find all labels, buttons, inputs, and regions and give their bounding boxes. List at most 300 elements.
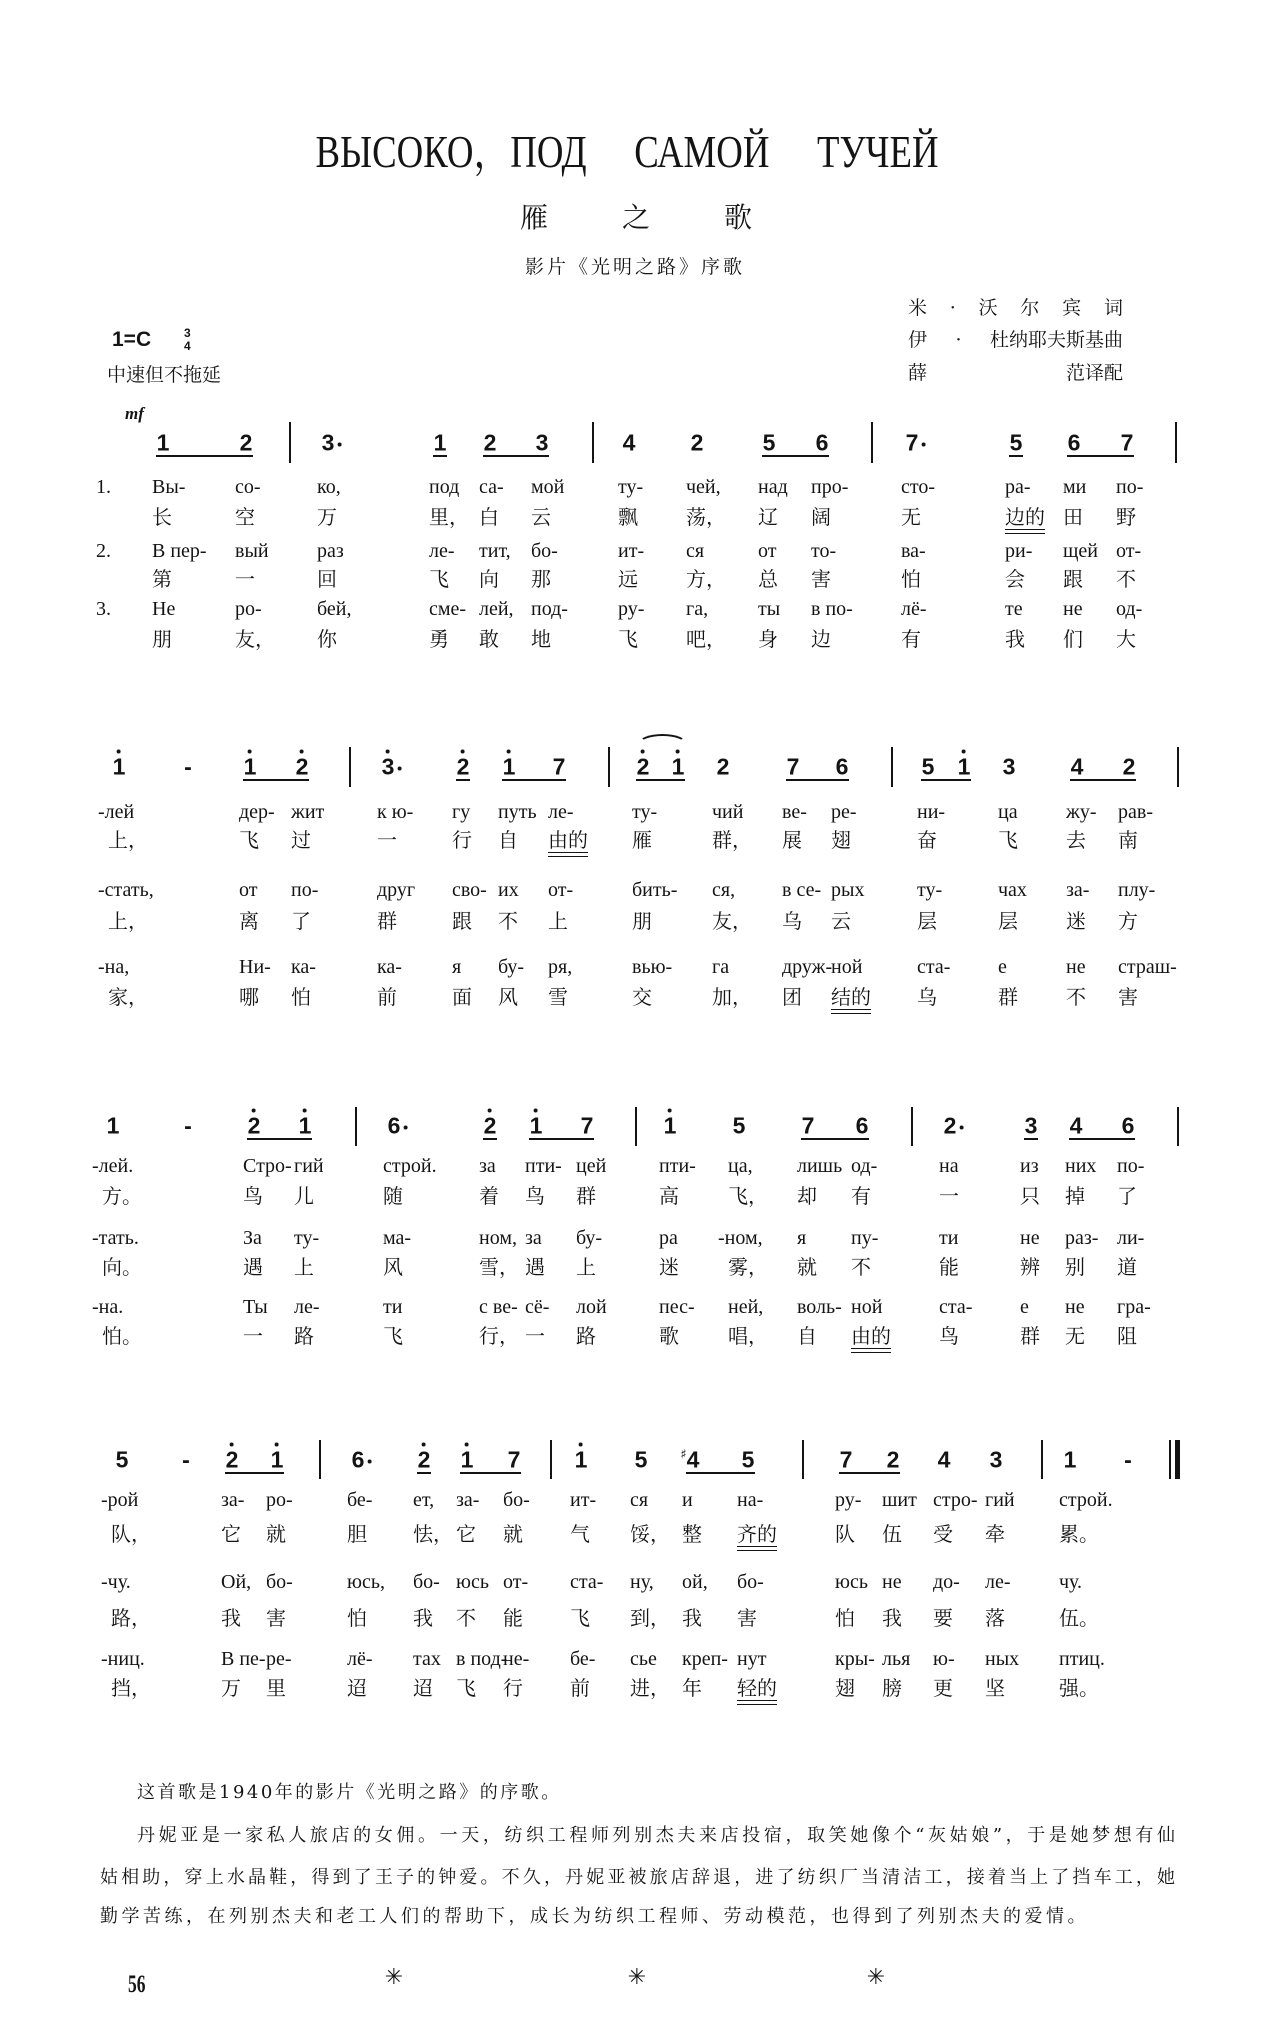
lyric-russian-syllable: на- bbox=[737, 1489, 764, 1511]
note bbox=[529, 1112, 543, 1139]
lyric-chinese-syllable: 更 bbox=[933, 1678, 953, 1700]
note-digit: 2 bbox=[417, 1446, 431, 1473]
augmentation-dot-icon bbox=[367, 1460, 371, 1464]
note bbox=[801, 1112, 815, 1139]
lyric-chinese-syllable: 由的 bbox=[851, 1326, 891, 1348]
lyric-chinese-syllable: 空 bbox=[235, 507, 255, 529]
lyric-russian-syllable: и bbox=[682, 1489, 693, 1511]
note bbox=[243, 753, 257, 780]
note bbox=[786, 753, 800, 780]
lyric-russian-syllable: гий bbox=[985, 1489, 1015, 1511]
lyric-chinese-syllable: 白 bbox=[479, 507, 499, 529]
note bbox=[351, 1446, 365, 1473]
lyric-russian-syllable: бу- bbox=[498, 956, 525, 978]
lyric-russian-syllable: бей, bbox=[317, 598, 352, 620]
lyric-russian-syllable: га, bbox=[686, 598, 709, 620]
lyric-russian-syllable: Ты bbox=[243, 1296, 268, 1318]
lyric-russian-syllable: путь bbox=[498, 801, 537, 823]
lyric-chinese-syllable: 轻的 bbox=[737, 1678, 777, 1700]
lyric-russian-syllable: их bbox=[498, 879, 519, 901]
time-signature bbox=[184, 327, 191, 353]
note bbox=[552, 753, 566, 780]
lyric-russian-syllable: бе- bbox=[347, 1489, 373, 1511]
barline bbox=[1175, 422, 1177, 463]
lyric-russian-syllable: бу- bbox=[576, 1227, 603, 1249]
lyric-chinese-syllable: 群 bbox=[576, 1186, 596, 1208]
lyric-russian-syllable: ро- bbox=[235, 598, 262, 620]
lyric-chinese-syllable: 不 bbox=[498, 911, 518, 933]
lyric-russian-syllable: строй. bbox=[1059, 1489, 1113, 1511]
credit-translator bbox=[908, 362, 1123, 384]
lyric-russian-syllable: ве- bbox=[782, 801, 807, 823]
note-digit: 6 bbox=[855, 1112, 869, 1139]
lyric-chinese-syllable: 别 bbox=[1065, 1257, 1085, 1279]
lyric-russian-syllable: за bbox=[479, 1155, 496, 1177]
lyric-chinese-syllable: 辽 bbox=[758, 507, 778, 529]
lyric-russian-syllable: вью- bbox=[632, 956, 673, 978]
lyric-russian-syllable: плу- bbox=[1118, 879, 1156, 901]
note-digit: 1 bbox=[243, 753, 257, 780]
lyric-chinese-syllable: 怕。 bbox=[102, 1326, 142, 1348]
note bbox=[716, 753, 730, 780]
note bbox=[156, 429, 170, 456]
lyric-chinese-syllable: 道 bbox=[1117, 1257, 1137, 1279]
lyric-russian-syllable: В пе- bbox=[221, 1648, 266, 1670]
note bbox=[815, 429, 829, 456]
lyric-russian-syllable: чий bbox=[712, 801, 744, 823]
sustain-dash bbox=[184, 1112, 192, 1139]
lyric-russian-syllable: над bbox=[758, 476, 788, 498]
barline bbox=[891, 747, 893, 787]
lyric-russian-syllable: Не bbox=[152, 598, 176, 620]
lyric-russian-syllable: ни- bbox=[917, 801, 946, 823]
lyric-russian-syllable: ой, bbox=[682, 1571, 708, 1593]
lyric-chinese-syllable: 不 bbox=[851, 1257, 871, 1279]
lyric-chinese-syllable: 伍 bbox=[882, 1524, 902, 1546]
lyric-chinese-syllable: 阻 bbox=[1117, 1326, 1137, 1348]
lyric-chinese-syllable: 面 bbox=[452, 987, 472, 1009]
credit-char: 尔 bbox=[1020, 297, 1040, 319]
lyric-chinese-syllable: 边 bbox=[811, 629, 831, 651]
beam-underline bbox=[839, 1472, 900, 1474]
asterisk-ornament-icon: ✳ bbox=[627, 1965, 647, 1990]
lyric-russian-syllable: ит- bbox=[618, 540, 645, 562]
beam-underline bbox=[460, 1472, 521, 1474]
barline bbox=[1177, 747, 1179, 787]
lyric-chinese-syllable: 由的 bbox=[548, 830, 588, 852]
lyric-chinese-syllable: 就 bbox=[797, 1257, 817, 1279]
note bbox=[270, 1446, 284, 1473]
beam-underline bbox=[1009, 455, 1023, 457]
note-digit: 7 bbox=[786, 753, 800, 780]
sustain-dash bbox=[182, 1446, 190, 1473]
lyric-russian-syllable: раз bbox=[317, 540, 344, 562]
lyric-chinese-syllable: 受 bbox=[933, 1524, 953, 1546]
lyric-chinese-syllable: 强。 bbox=[1059, 1678, 1099, 1700]
lyric-russian-syllable: со- bbox=[235, 476, 261, 498]
lyric-chinese-syllable: 边的 bbox=[1005, 507, 1045, 529]
augmentation-dot-icon bbox=[921, 443, 925, 447]
lyric-chinese-syllable: 吧， bbox=[686, 629, 726, 651]
lyric-russian-syllable: пес- bbox=[659, 1296, 695, 1318]
synopsis-line: 丹妮亚是一家私人旅店的女佣。一天，纺织工程师列别杰夫来店投宿，取笑她像个“灰姑娘”，于是她梦想有仙 bbox=[137, 1825, 1177, 1846]
note-digit: 1 bbox=[270, 1446, 284, 1473]
lyric-chinese-syllable: 方 bbox=[1118, 911, 1138, 933]
beam-underline bbox=[502, 779, 566, 781]
lyric-russian-syllable: от- bbox=[1116, 540, 1142, 562]
lyric-chinese-syllable: 上 bbox=[294, 1257, 314, 1279]
lyric-russian-syllable: ю- bbox=[933, 1648, 955, 1670]
lyric-chinese-syllable: 我 bbox=[882, 1608, 902, 1630]
lyric-chinese-syllable: 云 bbox=[531, 507, 551, 529]
lyric-chinese-syllable: 胆 bbox=[347, 1524, 367, 1546]
note-digit: 1 bbox=[1063, 1446, 1077, 1473]
lyric-russian-syllable: бить- bbox=[632, 879, 678, 901]
lyric-russian-syllable: юсь, bbox=[347, 1571, 385, 1593]
lyric-russian-syllable: за- bbox=[456, 1489, 480, 1511]
lyric-russian-syllable: е bbox=[1020, 1296, 1029, 1318]
lyric-chinese-syllable: 气 bbox=[570, 1524, 590, 1546]
lyric-russian-syllable: ца, bbox=[728, 1155, 753, 1177]
lyric-russian-syllable: ре- bbox=[266, 1648, 292, 1670]
lyric-chinese-syllable: 群 bbox=[377, 911, 397, 933]
note-digit: 5 bbox=[762, 429, 776, 456]
lyric-chinese-syllable: 无 bbox=[1065, 1326, 1085, 1348]
lyric-russian-syllable: ит- bbox=[570, 1489, 597, 1511]
lyric-chinese-syllable: 到， bbox=[630, 1608, 670, 1630]
note bbox=[680, 1446, 700, 1473]
note-digit: 1 bbox=[671, 753, 685, 780]
lyric-chinese-syllable: 掉 bbox=[1065, 1186, 1085, 1208]
lyric-russian-syllable: сто- bbox=[901, 476, 936, 498]
note-digit: - bbox=[184, 753, 192, 780]
lyric-chinese-syllable: 哪 bbox=[239, 987, 259, 1009]
page-number: 56 bbox=[128, 1971, 146, 1998]
lyric-russian-syllable: в под- bbox=[456, 1648, 508, 1670]
lyric-chinese-syllable: 它 bbox=[221, 1524, 241, 1546]
lyric-chinese-syllable: 迢 bbox=[413, 1678, 433, 1700]
final-barline-thin bbox=[1169, 1440, 1171, 1479]
lyric-chinese-syllable: 飞 bbox=[570, 1608, 590, 1630]
note bbox=[921, 753, 935, 780]
lyric-russian-syllable: ле- bbox=[294, 1296, 320, 1318]
lyric-russian-syllable: од- bbox=[851, 1155, 878, 1177]
lyric-chinese-syllable: 队， bbox=[111, 1524, 151, 1546]
lyric-russian-syllable: рав- bbox=[1118, 801, 1153, 823]
lyric-russian-syllable: лё- bbox=[901, 598, 927, 620]
lyric-chinese-syllable: 怕 bbox=[835, 1608, 855, 1630]
lyric-russian-syllable: бо- bbox=[266, 1571, 293, 1593]
note bbox=[483, 429, 497, 456]
lyric-russian-syllable: ся bbox=[630, 1489, 649, 1511]
lyric-chinese-syllable: 牵 bbox=[985, 1524, 1005, 1546]
lyric-chinese-syllable: 不 bbox=[456, 1608, 476, 1630]
note-digit: 1 bbox=[156, 429, 170, 456]
lyric-russian-syllable: нут bbox=[737, 1648, 767, 1670]
note bbox=[321, 429, 335, 456]
note bbox=[732, 1112, 746, 1139]
note-digit: 7 bbox=[552, 753, 566, 780]
lyric-chinese-syllable: 队 bbox=[835, 1524, 855, 1546]
lyric-chinese-syllable: 身 bbox=[758, 629, 778, 651]
beam-underline bbox=[1070, 779, 1136, 781]
note-digit: 1 bbox=[298, 1112, 312, 1139]
note-digit: - bbox=[182, 1446, 190, 1473]
lyric-chinese-syllable: 方。 bbox=[102, 1186, 142, 1208]
lyric-russian-syllable: друг bbox=[377, 879, 416, 901]
note-digit: 1 bbox=[112, 753, 126, 780]
lyric-chinese-syllable: 地 bbox=[531, 629, 551, 651]
lyric-russian-syllable: за- bbox=[221, 1489, 245, 1511]
lyric-russian-syllable: За bbox=[243, 1227, 262, 1249]
note bbox=[225, 1446, 239, 1473]
lyric-chinese-syllable: 雾， bbox=[728, 1257, 768, 1279]
lyric-chinese-syllable: 田 bbox=[1063, 507, 1083, 529]
lyric-chinese-syllable: 雪 bbox=[548, 987, 568, 1009]
note bbox=[483, 1112, 497, 1139]
note-digit: 7 bbox=[1120, 429, 1134, 456]
key-signature: 1=C bbox=[112, 328, 152, 351]
beam-underline bbox=[456, 779, 470, 781]
lyric-russian-syllable: пу- bbox=[851, 1227, 879, 1249]
lyric-russian-syllable: Ни- bbox=[239, 956, 271, 978]
lyric-chinese-syllable: 随 bbox=[383, 1186, 403, 1208]
lyric-chinese-syllable: 前 bbox=[377, 987, 397, 1009]
lyric-russian-syllable: про- bbox=[811, 476, 849, 498]
beam-underline bbox=[1069, 1138, 1135, 1140]
lyric-russian-syllable: стро- bbox=[933, 1489, 978, 1511]
barline bbox=[1177, 1107, 1179, 1146]
lyric-russian-syllable: ми bbox=[1063, 476, 1087, 498]
lyric-chinese-syllable: 路， bbox=[111, 1608, 151, 1630]
lyric-chinese-syllable: 有 bbox=[901, 629, 921, 651]
lyric-russian-syllable: ста- bbox=[570, 1571, 604, 1593]
lyric-russian-syllable: лей, bbox=[479, 598, 514, 620]
note bbox=[1120, 429, 1134, 456]
lyric-russian-syllable: -чу. bbox=[101, 1571, 131, 1593]
lyric-chinese-syllable: 遇 bbox=[243, 1257, 263, 1279]
lyric-russian-syllable: -лей bbox=[98, 801, 135, 823]
note-digit: 6 bbox=[351, 1446, 365, 1473]
note bbox=[295, 753, 309, 780]
lyric-russian-syllable: сво- bbox=[452, 879, 487, 901]
lyric-russian-syllable: ле- bbox=[985, 1571, 1011, 1593]
lyric-russian-syllable: -стать, bbox=[98, 879, 154, 901]
lyric-russian-syllable: ру- bbox=[835, 1489, 862, 1511]
lyric-chinese-syllable: 群 bbox=[1020, 1326, 1040, 1348]
lyric-russian-syllable: сме- bbox=[429, 598, 467, 620]
lyric-russian-syllable: не bbox=[1020, 1227, 1040, 1249]
barline bbox=[289, 422, 291, 463]
lyric-chinese-syllable: 只 bbox=[1020, 1186, 1040, 1208]
lyric-russian-syllable: за- bbox=[1066, 879, 1090, 901]
verse-number: 2. bbox=[96, 540, 111, 562]
note bbox=[387, 1112, 401, 1139]
lyric-chinese-syllable: 鸟 bbox=[525, 1186, 545, 1208]
lyric-russian-syllable: ле- bbox=[429, 540, 455, 562]
lyric-russian-syllable: -лей. bbox=[92, 1155, 134, 1177]
lyric-russian-syllable: ной bbox=[851, 1296, 883, 1318]
lyric-russian-syllable: ко, bbox=[317, 476, 341, 498]
note bbox=[839, 1446, 853, 1473]
lyric-chinese-syllable: 你 bbox=[317, 629, 337, 651]
dynamic-marking: mf bbox=[125, 404, 144, 423]
note-digit: 3 bbox=[321, 429, 335, 456]
lyric-russian-syllable: от- bbox=[503, 1571, 529, 1593]
note-digit: 2 bbox=[295, 753, 309, 780]
note bbox=[663, 1112, 677, 1139]
lyric-chinese-syllable: 上， bbox=[108, 830, 148, 852]
time-signature-denominator: 4 bbox=[184, 339, 191, 353]
note-digit: 1 bbox=[106, 1112, 120, 1139]
lyric-chinese-syllable: 飞 bbox=[429, 569, 449, 591]
beam-underline bbox=[801, 1138, 869, 1140]
lyric-russian-syllable: ся, bbox=[712, 879, 736, 901]
lyric-chinese-syllable: 能 bbox=[503, 1608, 523, 1630]
lyric-chinese-syllable: 年 bbox=[682, 1678, 702, 1700]
lyric-russian-syllable: те bbox=[1005, 598, 1023, 620]
note bbox=[417, 1446, 431, 1473]
slur-arc bbox=[638, 734, 687, 754]
lyric-russian-syllable: из bbox=[1020, 1155, 1039, 1177]
note-digit: 7 bbox=[580, 1112, 594, 1139]
note bbox=[1069, 1112, 1083, 1139]
lyric-chinese-syllable: 能 bbox=[939, 1257, 959, 1279]
lyric-russian-syllable: Стро- bbox=[243, 1155, 292, 1177]
lyric-chinese-syllable: 伍。 bbox=[1059, 1608, 1099, 1630]
note-digit: 1 bbox=[663, 1112, 677, 1139]
lyric-chinese-syllable: 敢 bbox=[479, 629, 499, 651]
lyric-chinese-syllable: 友， bbox=[712, 911, 752, 933]
note bbox=[762, 429, 776, 456]
lyric-russian-syllable: страш- bbox=[1118, 956, 1177, 978]
note-digit: 7 bbox=[801, 1112, 815, 1139]
note bbox=[460, 1446, 474, 1473]
lyric-chinese-syllable: 唱， bbox=[728, 1326, 768, 1348]
barline bbox=[592, 422, 594, 463]
note-digit: 5 bbox=[1009, 429, 1023, 456]
note-digit: - bbox=[184, 1112, 192, 1139]
note bbox=[381, 753, 395, 780]
lyric-chinese-syllable: 友， bbox=[235, 629, 275, 651]
lyric-chinese-syllable: 行 bbox=[452, 830, 472, 852]
lyric-russian-syllable: ся bbox=[686, 540, 705, 562]
asterisk-ornament-icon: ✳ bbox=[384, 1965, 404, 1990]
lyric-russian-syllable: щей bbox=[1063, 540, 1098, 562]
note-digit: 2 bbox=[483, 429, 497, 456]
note-digit: 2 bbox=[1122, 753, 1136, 780]
lyric-chinese-syllable: 群， bbox=[712, 830, 752, 852]
beam-underline bbox=[921, 779, 971, 781]
lyric-chinese-syllable: 无 bbox=[901, 507, 921, 529]
lyric-russian-syllable: пти- bbox=[525, 1155, 562, 1177]
augmentation-dot-icon bbox=[397, 767, 401, 771]
lyric-chinese-syllable: 害 bbox=[811, 569, 831, 591]
synopsis-line: 勤学苦练，在列别杰夫和老工人们的帮助下，成长为纺织工程师、劳动模范，也得到了列别杰夫的爱情。 bbox=[100, 1906, 1089, 1927]
lyric-russian-syllable: ту- bbox=[632, 801, 658, 823]
lyric-chinese-syllable: 害 bbox=[737, 1608, 757, 1630]
lyric-chinese-syllable: 奋 bbox=[917, 830, 937, 852]
lyric-chinese-syllable: 飞 bbox=[383, 1326, 403, 1348]
beam-underline bbox=[529, 1138, 594, 1140]
lyric-chinese-syllable: 团 bbox=[782, 987, 802, 1009]
lyric-russian-syllable: бо- bbox=[503, 1489, 530, 1511]
lyric-russian-syllable: ра- bbox=[1005, 476, 1031, 498]
lyric-russian-syllable: под bbox=[429, 476, 460, 498]
note-digit: 7 bbox=[839, 1446, 853, 1473]
credit-name: 杜纳耶夫斯基曲 bbox=[989, 329, 1123, 351]
note-digit: 5 bbox=[115, 1446, 129, 1473]
lyric-chinese-syllable: 翅 bbox=[831, 830, 851, 852]
note-digit: 4 bbox=[1069, 1112, 1083, 1139]
lyric-chinese-syllable: 加， bbox=[712, 987, 752, 1009]
lyric-chinese-syllable: 乌 bbox=[917, 987, 937, 1009]
credit-char: 薛 bbox=[908, 362, 928, 384]
lyric-chinese-syllable: 整 bbox=[682, 1524, 702, 1546]
lyric-chinese-syllable: 总 bbox=[758, 569, 778, 591]
note bbox=[580, 1112, 594, 1139]
note bbox=[507, 1446, 521, 1473]
note-digit: 1 bbox=[460, 1446, 474, 1473]
note bbox=[1024, 1112, 1038, 1139]
note bbox=[741, 1446, 755, 1473]
lyric-russian-syllable: ца bbox=[998, 801, 1018, 823]
lyric-russian-syllable: юсь bbox=[456, 1571, 489, 1593]
lyric-russian-syllable: дер- bbox=[239, 801, 275, 823]
lyric-chinese-syllable: 阔 bbox=[811, 507, 831, 529]
note-digit: 3 bbox=[1024, 1112, 1038, 1139]
note-digit: 6 bbox=[1067, 429, 1081, 456]
lyric-russian-syllable: лья bbox=[882, 1648, 911, 1670]
lyric-russian-syllable: гра- bbox=[1117, 1296, 1151, 1318]
lyric-russian-syllable: бе- bbox=[570, 1648, 596, 1670]
note bbox=[1070, 753, 1084, 780]
beam-underline bbox=[156, 455, 253, 457]
lyric-russian-syllable: ном, bbox=[479, 1227, 517, 1249]
lyric-chinese-syllable: 一 bbox=[377, 830, 397, 852]
lyric-russian-syllable: по- bbox=[1116, 476, 1144, 498]
lyric-russian-syllable: от- bbox=[548, 879, 574, 901]
lyric-russian-syllable: ле- bbox=[548, 801, 574, 823]
lyric-russian-syllable: жу- bbox=[1066, 801, 1097, 823]
lyric-russian-syllable: к ю- bbox=[377, 801, 414, 823]
lyric-chinese-syllable: 馁， bbox=[630, 1524, 670, 1546]
lyric-chinese-syllable: 群 bbox=[998, 987, 1018, 1009]
lyric-russian-syllable: на bbox=[939, 1155, 959, 1177]
note-digit: 2 bbox=[690, 429, 704, 456]
note bbox=[115, 1446, 129, 1473]
lyric-russian-syllable: я bbox=[797, 1227, 807, 1249]
lyric-russian-syllable: ти bbox=[939, 1227, 959, 1249]
lyric-russian-syllable: ту- bbox=[917, 879, 943, 901]
asterisk-ornament-icon: ✳ bbox=[866, 1965, 886, 1990]
beam-underline bbox=[762, 455, 829, 457]
lyric-chinese-syllable: 会 bbox=[1005, 569, 1025, 591]
lyric-chinese-syllable: 膀 bbox=[882, 1678, 902, 1700]
lyric-chinese-syllable: 行， bbox=[479, 1326, 519, 1348]
note bbox=[574, 1446, 588, 1473]
lyric-chinese-syllable: 万 bbox=[221, 1678, 241, 1700]
augmentation-dot-icon bbox=[959, 1126, 963, 1130]
lyric-chinese-syllable: 去 bbox=[1066, 830, 1086, 852]
lyric-russian-syllable: жит bbox=[291, 801, 325, 823]
lyric-chinese-syllable: 朋 bbox=[632, 911, 652, 933]
verse-number: 3. bbox=[96, 598, 111, 620]
credit-separator: · bbox=[955, 329, 962, 351]
augmentation-dot-icon bbox=[337, 443, 341, 447]
lyric-russian-syllable: за bbox=[525, 1227, 542, 1249]
lyric-russian-syllable: са- bbox=[479, 476, 504, 498]
